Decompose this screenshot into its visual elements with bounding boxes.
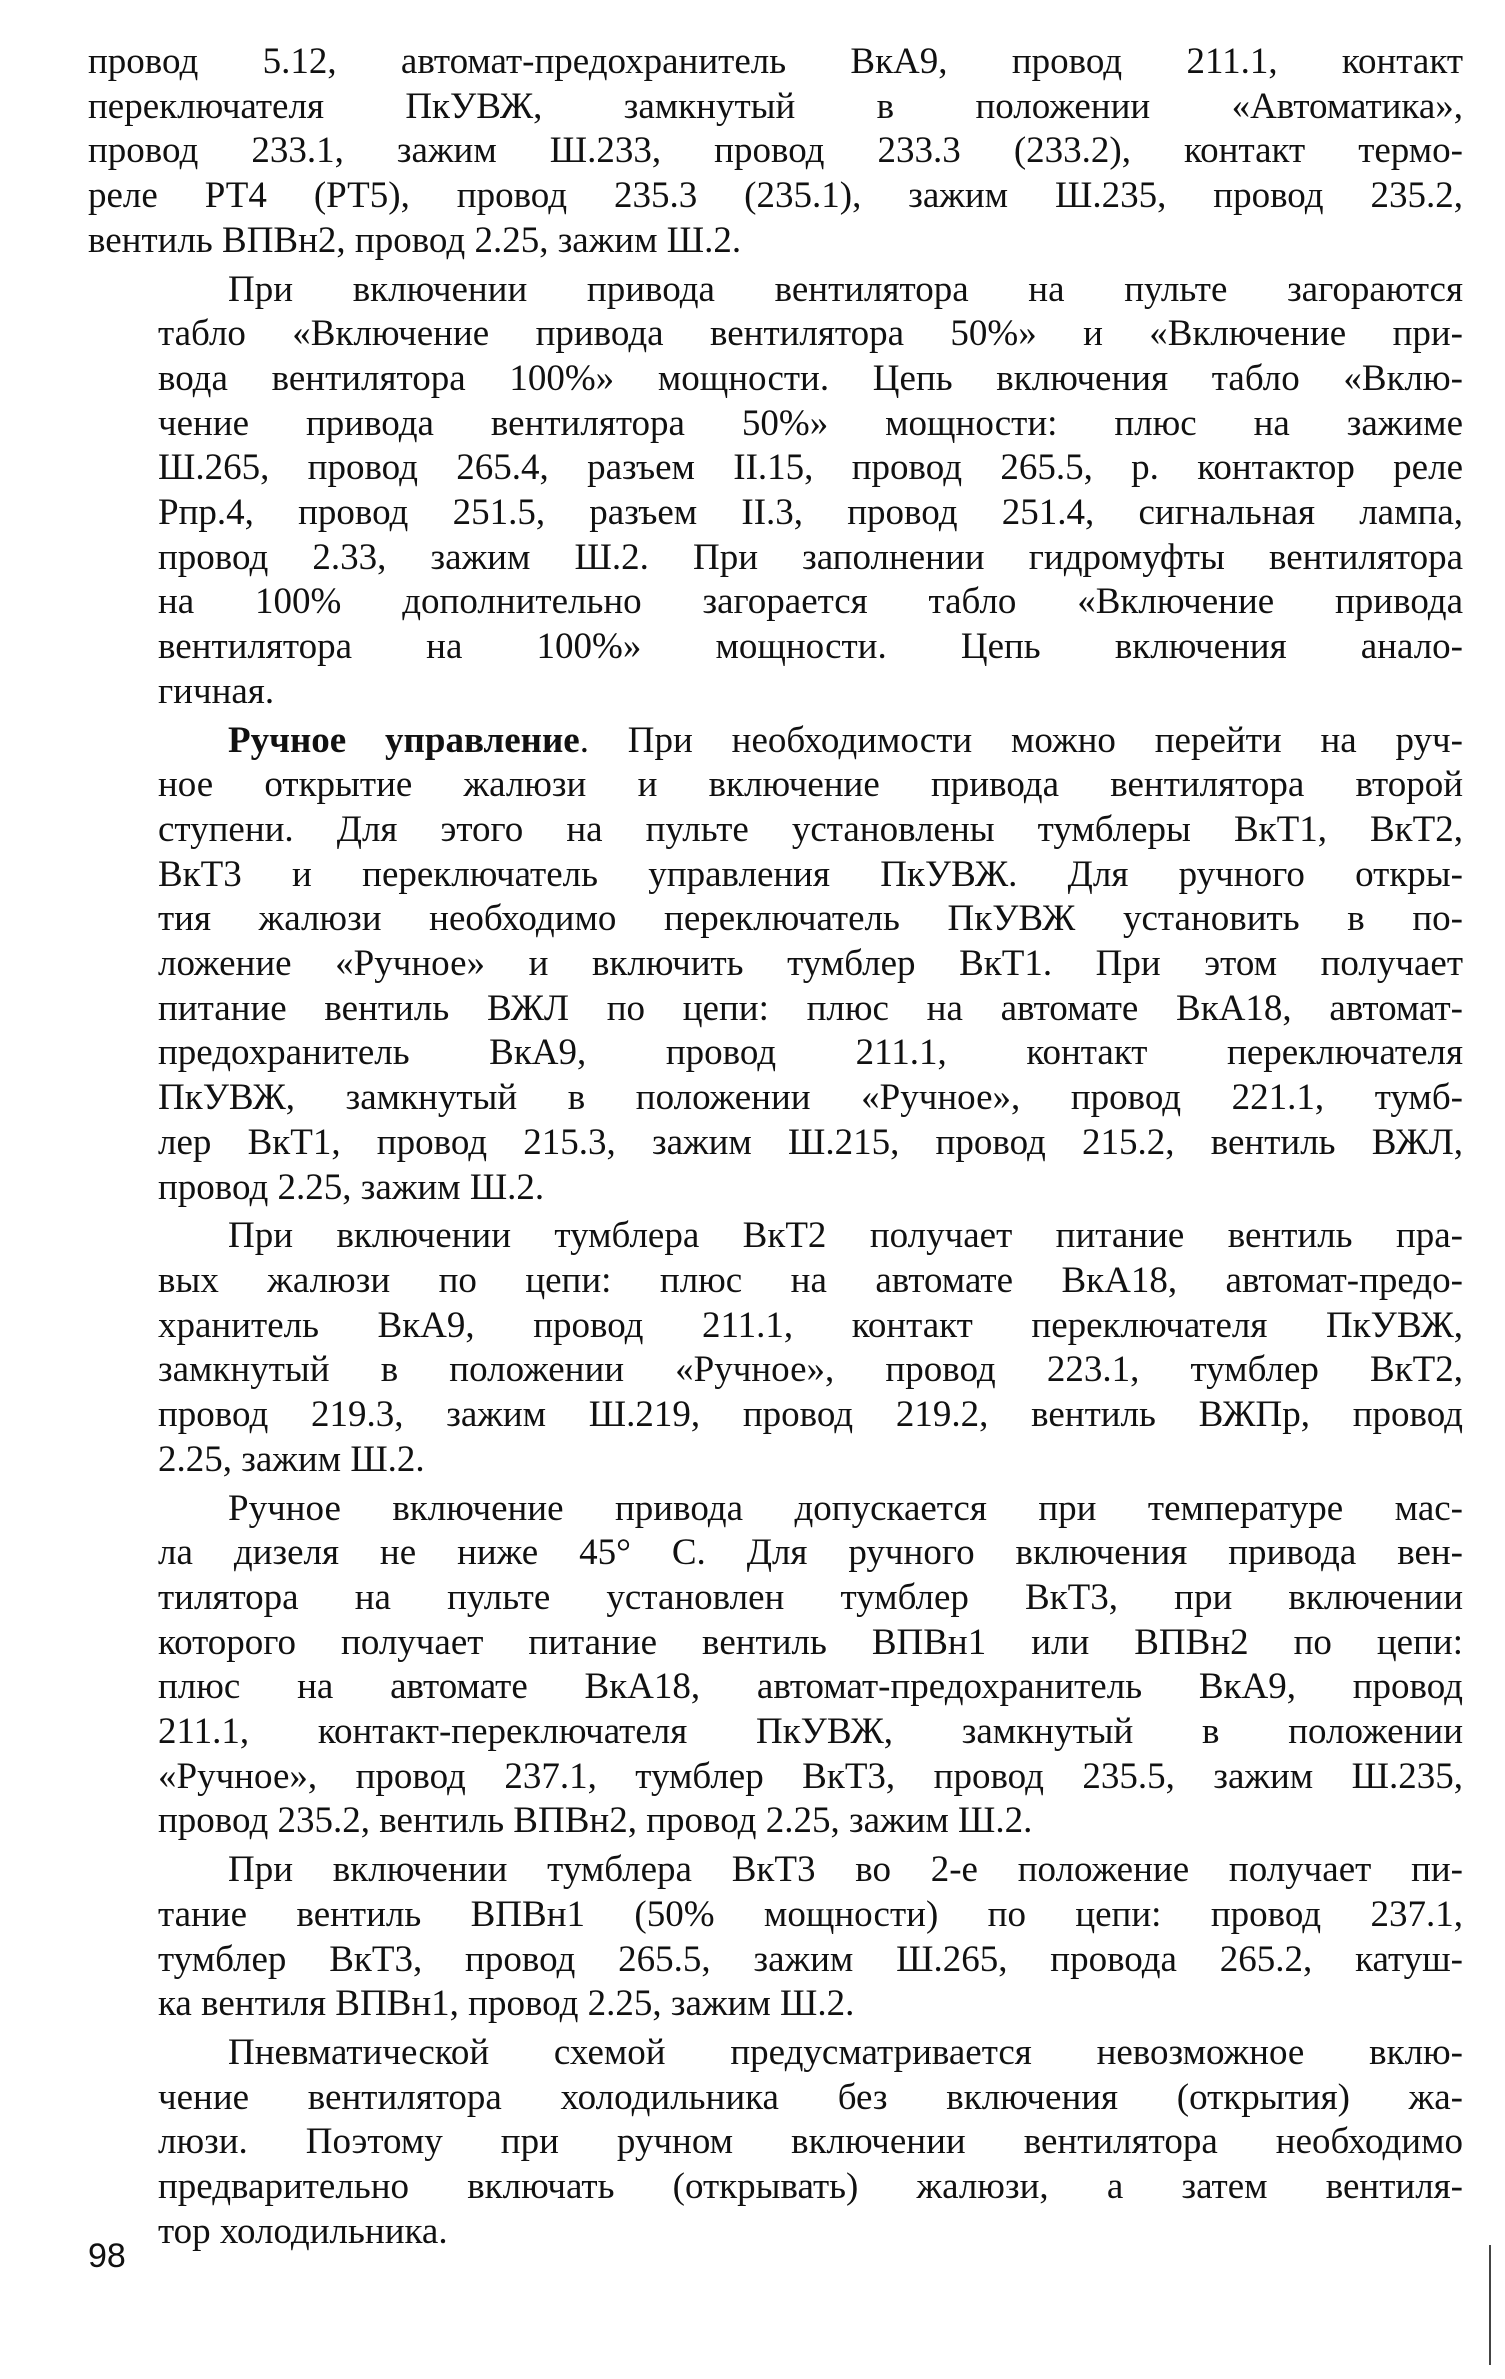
text-line [88, 1166, 1463, 1211]
text-line [88, 491, 1463, 536]
text-line [88, 129, 1463, 174]
text-line [88, 357, 1463, 402]
line-text: ла дизеля не ниже 45° С. Для ручного включения привода вен- [158, 1532, 1463, 1574]
line-text: ступени. Для этого на пульте установлены тумблеры ВкТ1, ВкТ2, [158, 808, 1463, 850]
text-line [88, 446, 1463, 491]
line-text: ка вентиля ВПВн1, провод 2.25, зажим Ш.2. [158, 1983, 855, 2025]
line-text: . При необходимости можно перейти на руч- [579, 719, 1463, 761]
text-column [88, 40, 1463, 2254]
text-line [88, 942, 1463, 987]
paragraph [88, 1487, 1463, 1845]
text-line [88, 670, 1463, 715]
line-text: чение вентилятора холодильника без включения (открытия) жа- [158, 2076, 1463, 2118]
line-text: вентиль ВПВн2, провод 2.25, зажим Ш.2. [88, 219, 742, 261]
text-line [88, 2210, 1463, 2255]
text-line [88, 2165, 1463, 2210]
text-line [88, 1893, 1463, 1938]
page-number: 98 [88, 2237, 126, 2275]
line-text: тия жалюзи необходимо переключатель ПкУВЖ установить в по- [158, 898, 1463, 940]
text-line [88, 1304, 1463, 1349]
run-in-heading: Ручное управление [228, 719, 580, 761]
line-text: тумблер ВкТ3, провод 265.5, зажим Ш.265, провода 265.2, катуш- [158, 1938, 1463, 1980]
line-text: «Ручное», провод 237.1, тумблер ВкТ3, провод 235.5, зажим Ш.235, [158, 1755, 1463, 1797]
text-line [88, 1487, 1463, 1532]
paragraph [88, 1214, 1463, 1482]
margin-rule [1489, 2245, 1491, 2365]
text-line [88, 1799, 1463, 1844]
line-text: вода вентилятора 100%» мощности. Цепь включения табло «Вклю- [158, 357, 1463, 399]
text-line [88, 85, 1463, 130]
text-line [88, 174, 1463, 219]
text-line [88, 1438, 1463, 1483]
text-line [88, 625, 1463, 670]
text-line [88, 897, 1463, 942]
line-text: провод 2.25, зажим Ш.2. [158, 1166, 545, 1208]
text-line [88, 1348, 1463, 1393]
line-text: на 100% дополнительно загорается табло «Включение привода [158, 581, 1463, 623]
text-line [88, 1665, 1463, 1710]
text-line [88, 40, 1463, 85]
paragraph [88, 2031, 1463, 2255]
line-text: тилятора на пульте установлен тумблер ВкТ3, при включении [158, 1576, 1463, 1618]
text-line [88, 987, 1463, 1032]
paragraph [88, 1848, 1463, 2027]
line-text: ВкТ3 и переключатель управления ПкУВЖ. Для ручного откры- [158, 853, 1463, 895]
line-text: провод 219.3, зажим Ш.219, провод 219.2, вентиль ВЖПр, провод [158, 1394, 1463, 1436]
paragraph [88, 268, 1463, 715]
text-line [88, 1848, 1463, 1893]
line-text: вых жалюзи по цепи: плюс на автомате ВкА18, автомат-предо- [158, 1259, 1463, 1301]
line-text: Ручное включение привода допускается при температуре мас- [228, 1487, 1463, 1529]
line-text: Пневматической схемой предусматривается невозможное вклю- [228, 2031, 1463, 2073]
text-line [88, 853, 1463, 898]
text-line [88, 1621, 1463, 1666]
line-text: реле РТ4 (РТ5), провод 235.3 (235.1), зажим Ш.235, провод 235.2, [88, 175, 1463, 217]
text-line [88, 1031, 1463, 1076]
line-text: предварительно включать (открывать) жалюзи, а затем вентиля- [158, 2166, 1463, 2208]
line-text: питание вентиль ВЖЛ по цепи: плюс на автомате ВкА18, автомат- [158, 987, 1463, 1029]
text-line [88, 402, 1463, 447]
text-line [88, 2076, 1463, 2121]
text-line [88, 1076, 1463, 1121]
text-line [88, 1259, 1463, 1304]
line-text: 2.25, зажим Ш.2. [158, 1438, 425, 1480]
line-text: Ш.265, провод 265.4, разъем II.15, провод 265.5, р. контактор реле [158, 447, 1463, 489]
paragraph [88, 719, 1463, 1211]
line-text: При включении тумблера ВкТ2 получает питание вентиль пра- [228, 1215, 1463, 1257]
text-line [88, 1531, 1463, 1576]
text-line [88, 219, 1463, 264]
line-text: замкнутый в положении «Ручное», провод 223.1, тумблер ВкТ2, [158, 1349, 1463, 1391]
text-line [88, 1982, 1463, 2027]
text-line [88, 1710, 1463, 1755]
line-text: вентилятора на 100%» мощности. Цепь включения анало- [158, 626, 1463, 668]
line-text: табло «Включение привода вентилятора 50%» и «Включение при- [158, 313, 1463, 355]
line-text: 211.1, контакт-переключателя ПкУВЖ, замкнутый в положении [158, 1711, 1463, 1753]
line-text: лер ВкТ1, провод 215.3, зажим Ш.215, провод 215.2, вентиль ВЖЛ, [158, 1121, 1463, 1163]
line-text: переключателя ПкУВЖ, замкнутый в положении «Автоматика», [88, 85, 1463, 127]
text-line [88, 312, 1463, 357]
text-line [88, 2031, 1463, 2076]
line-text: провод 233.1, зажим Ш.233, провод 233.3 (233.2), контакт термо- [88, 130, 1463, 172]
text-line [88, 1755, 1463, 1800]
line-text: ложение «Ручное» и включить тумблер ВкТ1. При этом получает [158, 943, 1463, 985]
line-text: При включении тумблера ВкТ3 во 2-е положение получает пи- [228, 1849, 1463, 1891]
line-text: которого получает питание вентиль ВПВн1 или ВПВн2 по цепи: [158, 1621, 1463, 1663]
text-line [88, 1393, 1463, 1438]
text-line [88, 808, 1463, 853]
text-line [88, 763, 1463, 808]
line-text: провод 2.33, зажим Ш.2. При заполнении гидромуфты вентилятора [158, 536, 1463, 578]
text-line [88, 2120, 1463, 2165]
text-line [88, 1121, 1463, 1166]
page-body [88, 40, 1463, 2254]
line-text: ное открытие жалюзи и включение привода вентилятора второй [158, 764, 1463, 806]
line-text: гичная. [158, 670, 275, 712]
line-text: провод 235.2, вентиль ВПВн2, провод 2.25, зажим Ш.2. [158, 1800, 1033, 1842]
line-text: Рпр.4, провод 251.5, разъем II.3, провод 251.4, сигнальная лампа, [158, 492, 1463, 534]
line-text: тор холодильника. [158, 2210, 448, 2252]
text-line [88, 1576, 1463, 1621]
text-line [88, 1214, 1463, 1259]
line-text: плюс на автомате ВкА18, автомат-предохранитель ВкА9, провод [158, 1666, 1463, 1708]
line-text: предохранитель ВкА9, провод 211.1, контакт переключателя [158, 1032, 1463, 1074]
line-text: ПкУВЖ, замкнутый в положении «Ручное», провод 221.1, тумб- [158, 1077, 1463, 1119]
line-text: чение привода вентилятора 50%» мощности: плюс на зажиме [158, 402, 1463, 444]
text-line [88, 536, 1463, 581]
paragraph [88, 40, 1463, 264]
text-line [88, 580, 1463, 625]
line-text: хранитель ВкА9, провод 211.1, контакт переключателя ПкУВЖ, [158, 1304, 1463, 1346]
text-line [88, 719, 1463, 764]
line-text: При включении привода вентилятора на пульте загораются [228, 268, 1463, 310]
line-text: люзи. Поэтому при ручном включении вентилятора необходимо [158, 2121, 1463, 2163]
text-line [88, 1938, 1463, 1983]
line-text: провод 5.12, автомат-предохранитель ВкА9, провод 211.1, контакт [88, 41, 1463, 82]
text-line [88, 268, 1463, 313]
line-text: тание вентиль ВПВн1 (50% мощности) по цепи: провод 237.1, [158, 1893, 1463, 1935]
